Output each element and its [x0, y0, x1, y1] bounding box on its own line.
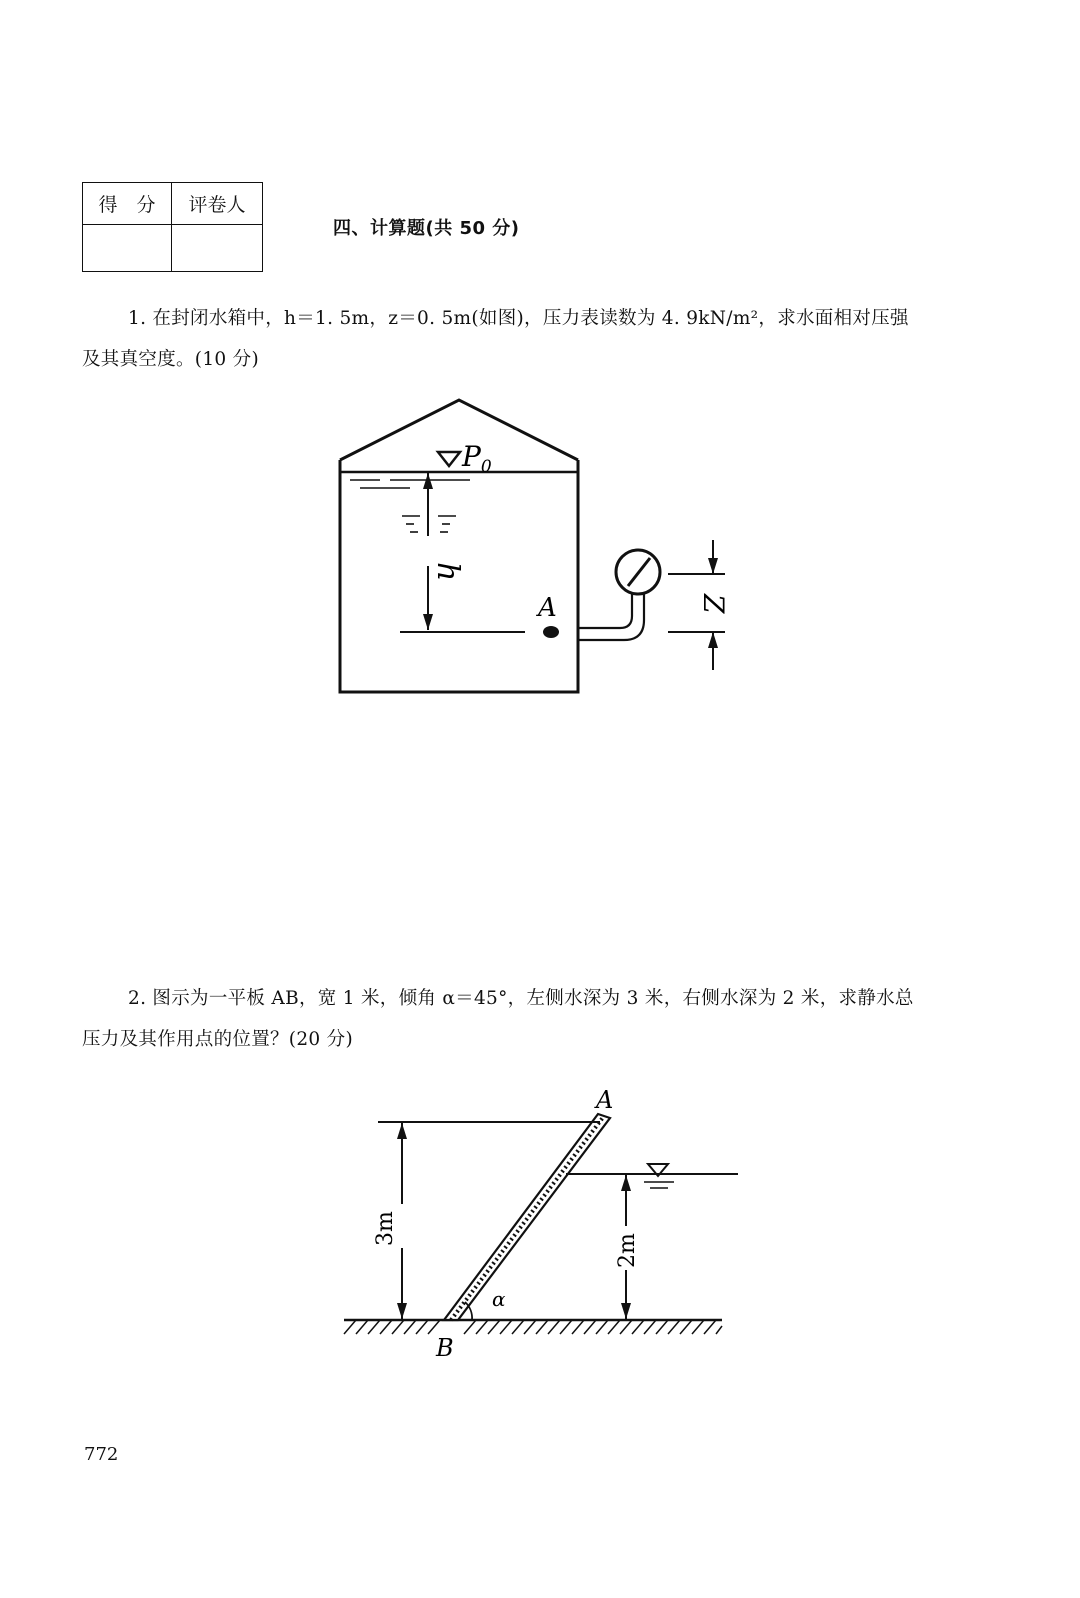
surface-pressure-label: $P_0$ — [462, 440, 492, 477]
right-depth-label: 2m — [615, 1233, 640, 1268]
gauge-height-label: Z — [697, 594, 730, 614]
angle-label: α — [492, 1287, 506, 1311]
grader-header: 评卷人 — [172, 183, 263, 225]
plate-ab — [444, 1114, 610, 1320]
water-level-triangle — [438, 452, 460, 466]
section-title: 四、计算题(共 50 分) — [333, 218, 520, 239]
left-depth-label: 3m — [373, 1211, 398, 1246]
depth-label: h — [430, 562, 465, 582]
question-1 — [82, 298, 1012, 380]
score-cell — [83, 225, 172, 272]
gauge-pipe — [578, 590, 632, 628]
question-2 — [82, 978, 1012, 1060]
score-header: 得 分 — [83, 183, 172, 225]
figure-inclined-plate — [330, 1080, 750, 1370]
point-a-label: A — [538, 593, 557, 623]
page-number: 772 — [84, 1444, 119, 1465]
question-2-line-1: 2. 图示为一平板 AB，宽 1 米，倾角 α＝45°，左侧水深为 3 米，右侧水深为 2 米，求静水总 — [128, 988, 914, 1009]
point-a-label: A — [596, 1086, 614, 1114]
point-a — [543, 626, 559, 638]
figure-water-tank — [320, 390, 740, 710]
grader-cell — [172, 225, 263, 272]
score-table — [82, 182, 263, 272]
question-1-line-2: 及其真空度。(10 分) — [82, 349, 259, 370]
point-b-label: B — [436, 1334, 454, 1362]
question-1-line-1: 1. 在封闭水箱中，h＝1. 5m，z＝0. 5m(如图)，压力表读数为 4. 9kN/m²，求水面相对压强 — [128, 308, 909, 329]
question-2-line-2: 压力及其作用点的位置？(20 分) — [82, 1029, 353, 1050]
